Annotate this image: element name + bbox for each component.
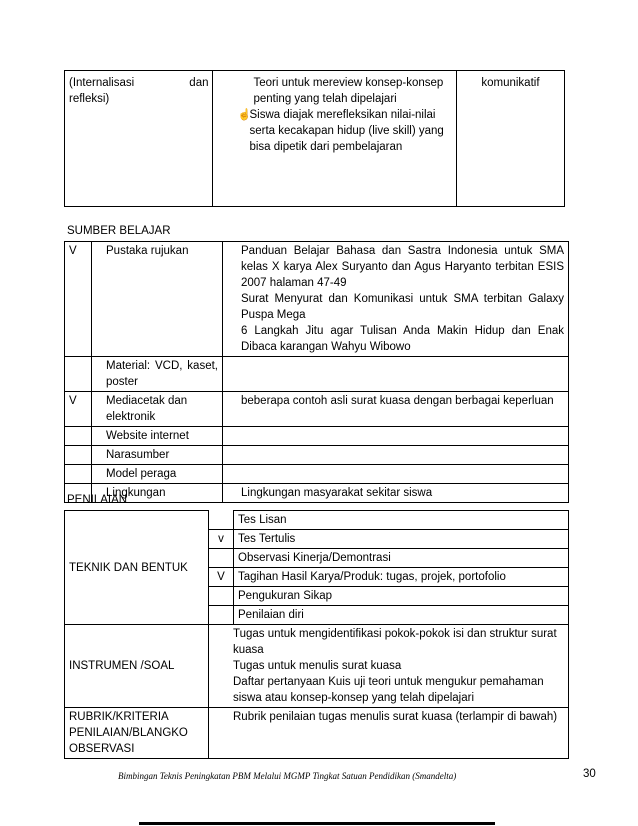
page-number: 30: [583, 768, 596, 780]
character-cell: [456, 71, 564, 207]
teknik-option: Tagihan Hasil Karya/Produk: tugas, projek, portofolio: [234, 568, 569, 587]
source-value: [223, 446, 569, 465]
teknik-option: Tes Tertulis: [234, 530, 569, 549]
rubrik-label: [65, 708, 209, 759]
source-label: Model peraga: [92, 465, 223, 484]
teknik-option: Tes Lisan: [234, 511, 569, 530]
source-value: Lingkungan masyarakat sekitar siswa: [223, 484, 569, 503]
penilaian-table: [64, 510, 569, 759]
source-label: Material: VCD, kaset, poster: [92, 357, 223, 392]
activity-table: [64, 70, 565, 207]
instrumen-line: Tugas untuk mengidentifikasi pokok-pokok isi dan struktur surat kuasa: [233, 628, 557, 656]
teknik-option: Penilaian diri: [234, 606, 569, 625]
instrumen-line: Tugas untuk menulis surat kuasa: [233, 660, 402, 672]
source-value: [223, 465, 569, 484]
section-title-penilaian: PENILAIAN: [67, 494, 128, 506]
check-mark: [65, 357, 92, 392]
source-label: Lingkungan: [92, 484, 223, 503]
source-line: Panduan Belajar Bahasa dan Sastra Indonesia untuk SMA kelas X karya Alex Suryanto dan Agus Haryanto terbitan ESIS 2007 halaman 47-49: [241, 245, 564, 289]
source-label: Mediacetak dan elektronik: [92, 392, 223, 427]
character-value: komunikatif: [481, 77, 540, 89]
check-mark: V: [65, 242, 92, 357]
section-title-sumber: SUMBER BELAJAR: [67, 225, 171, 237]
teknik-mark: [209, 549, 234, 568]
activity-cell: [213, 71, 456, 207]
bottom-divider: [139, 822, 495, 825]
check-mark: [65, 465, 92, 484]
check-mark: [65, 446, 92, 465]
teknik-mark: [209, 606, 234, 625]
source-label: Website internet: [92, 427, 223, 446]
sumber-table: [64, 241, 569, 503]
stage-label-left: (Internalisasi: [69, 77, 135, 89]
rubrik-label-line: PENILAIAN/BLANGKO: [69, 727, 188, 739]
rubrik-value: Rubrik penilaian tugas menulis surat kuasa (terlampir di bawah): [209, 708, 569, 759]
pointing-hand-icon: ☝: [237, 109, 252, 121]
source-value: beberapa contoh asli surat kuasa dengan berbagai keperluan: [223, 392, 569, 427]
source-value: [223, 357, 569, 392]
stage-label-line2: refleksi): [69, 93, 110, 105]
activity-item: Teori untuk mereview konsep-konsep penting yang telah dipelajari: [253, 77, 444, 105]
rubrik-label-line: RUBRIK/KRITERIA: [69, 711, 169, 723]
teknik-label: TEKNIK DAN BENTUK: [65, 511, 209, 625]
teknik-mark: V: [209, 568, 234, 587]
source-value: [223, 242, 569, 357]
instrumen-label: INSTRUMEN /SOAL: [65, 625, 209, 708]
instrumen-line: Daftar pertanyaan Kuis uji teori untuk mengukur pemahaman siswa atau konsep-konsep yang telah dipelajari: [233, 676, 544, 704]
source-line: 6 Langkah Jitu agar Tulisan Anda Makin Hidup dan Enak Dibaca karangan Wahyu Wibowo: [241, 325, 564, 353]
instrumen-value: [209, 625, 569, 708]
teknik-option: Observasi Kinerja/Demontrasi: [234, 549, 569, 568]
activity-item: Siswa diajak merefleksikan nilai-nilai serta kecakapan hidup (live skill) yang bisa dipetik dari pembelajaran: [249, 109, 444, 153]
check-mark: [65, 427, 92, 446]
source-label: Narasumber: [92, 446, 223, 465]
rubrik-label-line: OBSERVASI: [69, 743, 135, 755]
teknik-mark: [209, 587, 234, 606]
stage-label-right: dan: [189, 77, 209, 89]
source-line: Surat Menyurat dan Komunikasi untuk SMA terbitan Galaxy Puspa Mega: [241, 293, 564, 321]
stage-cell: [65, 71, 213, 207]
teknik-mark: [209, 511, 234, 530]
source-label: Pustaka rujukan: [92, 242, 223, 357]
check-mark: V: [65, 392, 92, 427]
source-value: [223, 427, 569, 446]
teknik-option: Pengukuran Sikap: [234, 587, 569, 606]
footer-text: Bimbingan Teknis Peningkatan PBM Melalui MGMP Tingkat Satuan Pendidikan (Smandelta): [118, 771, 457, 781]
teknik-mark: v: [209, 530, 234, 549]
